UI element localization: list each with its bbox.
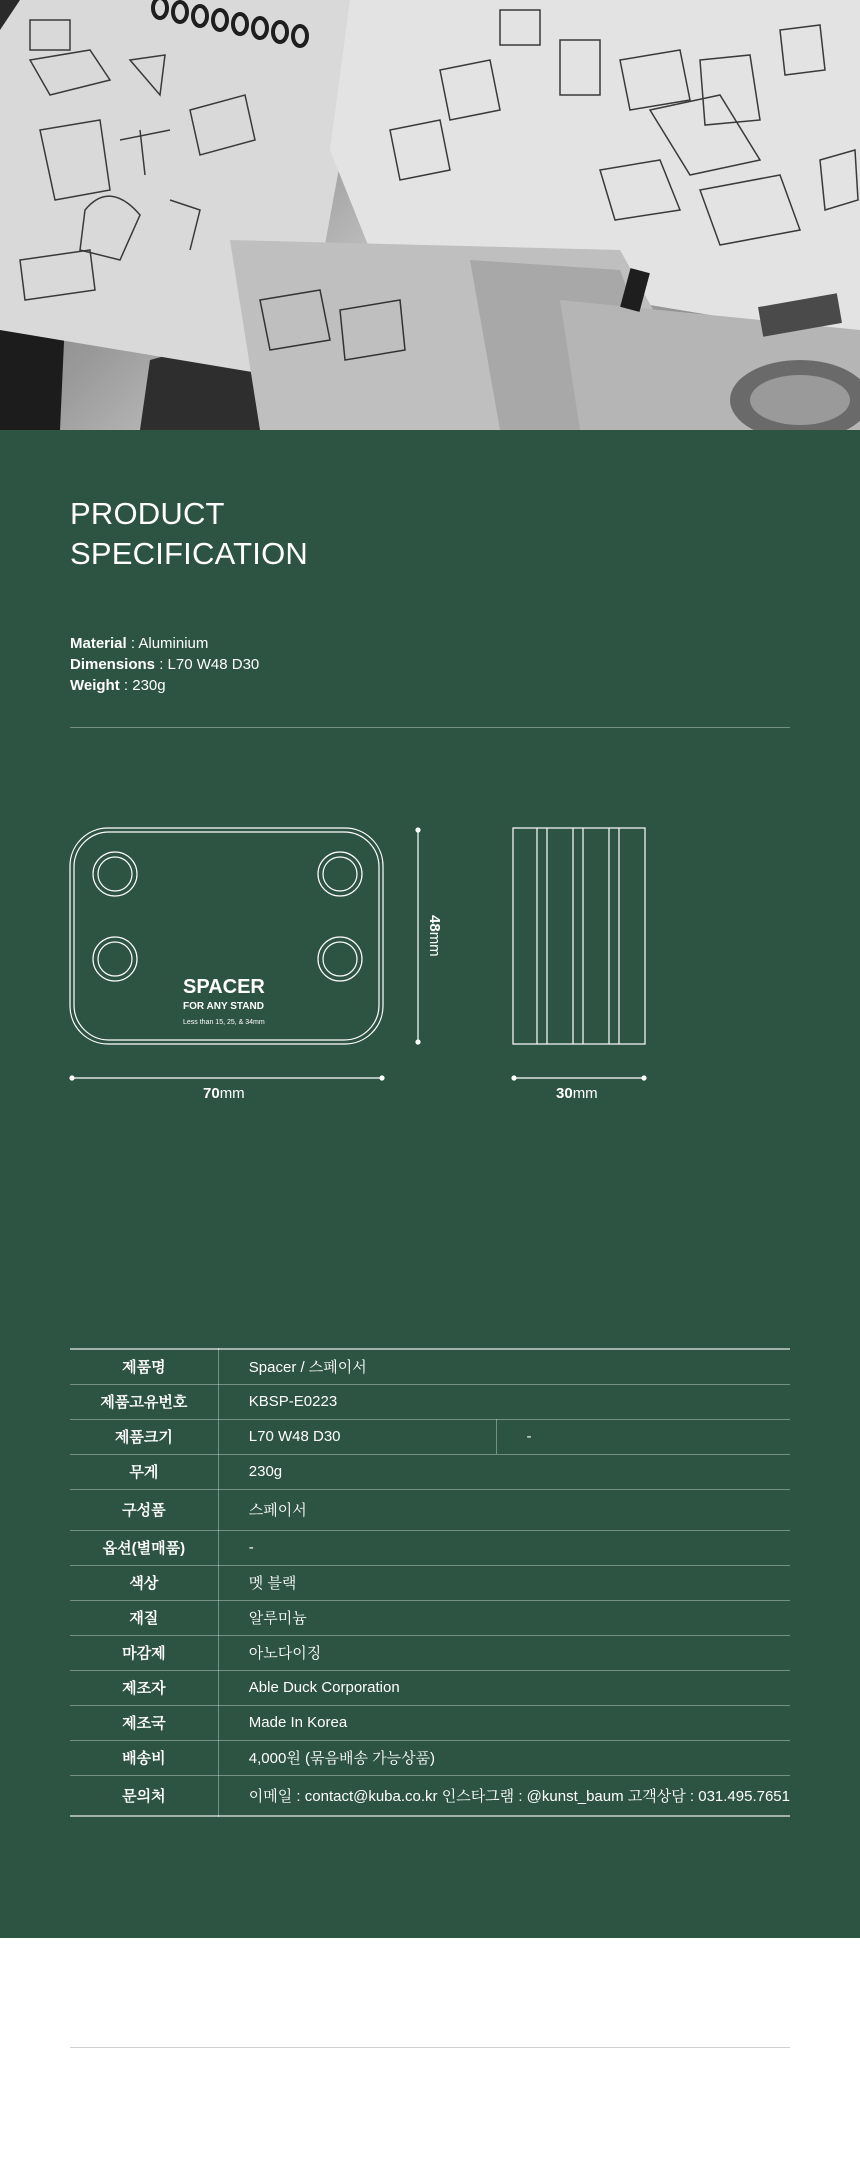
table-key: 제품고유번호 [70, 1384, 218, 1419]
table-key: 색상 [70, 1565, 218, 1600]
spec-title-line2: SPECIFICATION [70, 536, 308, 571]
table-key: 구성품 [70, 1489, 218, 1530]
table-key: 옵션(별매품) [70, 1530, 218, 1565]
table-key: 마감제 [70, 1635, 218, 1670]
material-label: Material [70, 635, 127, 652]
technical-drawing [0, 430, 860, 1130]
table-row [70, 1530, 790, 1565]
table-value: 알루미늄 [218, 1600, 790, 1635]
height-dimension-unit: mm [426, 931, 443, 957]
table-value: 멧 블랙 [218, 1565, 790, 1600]
table-row [70, 1740, 790, 1775]
table-row [70, 1489, 790, 1530]
table-row [70, 1454, 790, 1489]
table-key: 제품명 [70, 1349, 218, 1384]
width-dimension-unit: mm [219, 1085, 245, 1102]
table-value-secondary: - [496, 1419, 790, 1454]
depth-dimension-unit: mm [572, 1085, 598, 1102]
footer-divider [70, 2047, 790, 2048]
tagline-text: FOR ANY STAND [183, 1001, 264, 1012]
weight-value: : 230g [119, 677, 166, 694]
table-value: - [218, 1530, 790, 1565]
table-value: 230g [218, 1454, 790, 1489]
width-dimension-number: 70 [203, 1085, 220, 1102]
table-value: 아노다이징 [218, 1635, 790, 1670]
depth-dimension-number: 30 [556, 1085, 573, 1102]
brand-text: SPACER [183, 976, 265, 998]
side-view-outline [513, 828, 645, 1044]
table-value: Made In Korea [218, 1705, 790, 1740]
table-value: 스페이서 [218, 1489, 790, 1530]
table-key: 제품크기 [70, 1419, 218, 1454]
table-row [70, 1670, 790, 1705]
spec-title-line1: PRODUCT [70, 496, 225, 531]
table-row [70, 1775, 790, 1816]
table-key: 문의처 [70, 1775, 218, 1816]
table-value: L70 W48 D30 [218, 1419, 496, 1454]
table-key: 배송비 [70, 1740, 218, 1775]
table-row [70, 1565, 790, 1600]
table-row [70, 1384, 790, 1419]
height-dimension-number: 48 [426, 915, 443, 932]
table-row [70, 1705, 790, 1740]
table-value: KBSP-E0223 [218, 1384, 790, 1419]
table-key: 무게 [70, 1454, 218, 1489]
fineprint-text: Less than 15, 25, & 34mm [183, 1019, 265, 1026]
material-value: : Aluminium [126, 635, 209, 652]
table-row [70, 1419, 790, 1454]
table-row [70, 1600, 790, 1635]
height-dimension-label [426, 915, 443, 957]
dimensions-value: : L70 W48 D30 [155, 656, 260, 673]
dimensions-label: Dimensions [70, 656, 156, 673]
hero-image [0, 0, 860, 430]
table-key: 제조국 [70, 1705, 218, 1740]
depth-dimension-label [556, 1085, 598, 1102]
table-row [70, 1635, 790, 1670]
weight-label: Weight [70, 677, 120, 694]
table-key: 재질 [70, 1600, 218, 1635]
table-key: 제조자 [70, 1670, 218, 1705]
table-value: Spacer / 스페이서 [218, 1349, 790, 1384]
width-dimension-label [203, 1085, 245, 1102]
table-value: Able Duck Corporation [218, 1670, 790, 1705]
table-value: 이메일 : contact@kuba.co.kr 인스타그램 : @kunst_baum 고객상담 : 031.495.7651 [248, 1787, 790, 1805]
table-row [70, 1349, 790, 1384]
spec-section [0, 430, 860, 1938]
spec-table [70, 1348, 790, 1817]
sketch-illustration [0, 0, 860, 430]
table-value: 4,000원 (묶음배송 가능상품) [218, 1740, 790, 1775]
